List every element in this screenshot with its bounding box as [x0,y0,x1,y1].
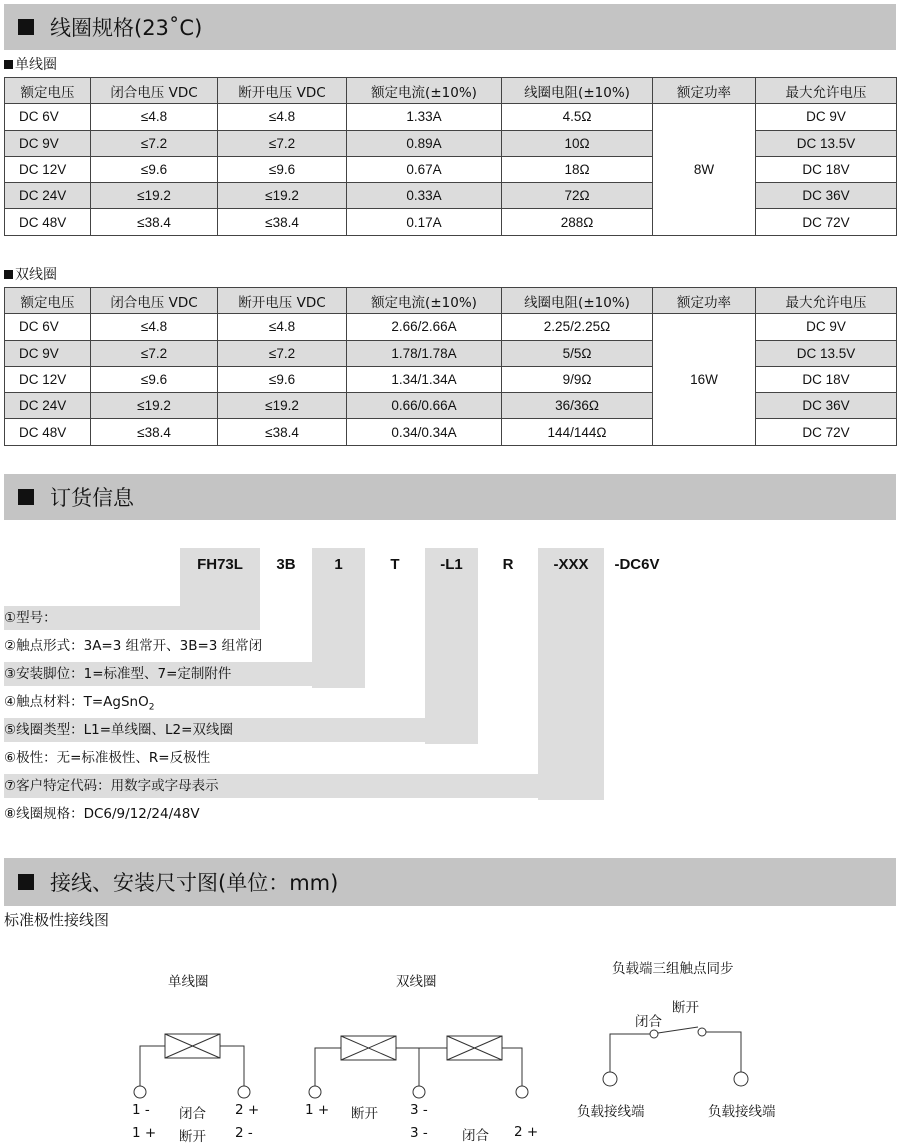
single-terminal-label: 1 - [132,1102,150,1118]
single-state-label: 断开 [179,1129,206,1145]
voltage-cell: DC 9V [5,340,91,366]
table-cell: 0.34/0.34A [347,419,502,445]
order-code-material: T [390,556,400,573]
contact-closed-label: 闭合 [635,1014,662,1030]
header-cell: 额定电流(±10%) [347,288,502,314]
header-cell: 线圈电阻(±10%) [502,288,653,314]
voltage-cell: DC 9V [5,130,91,156]
table-cell: 2.25/2.25Ω [502,314,653,340]
section-header-coil-spec [4,4,896,50]
voltage-cell: DC 6V [5,314,91,340]
table-cell: DC 13.5V [756,340,897,366]
voltage-cell: DC 48V [5,209,91,235]
table-cell: ≤19.2 [218,183,347,209]
table-cell: 36/36Ω [502,393,653,419]
header-cell: 额定功率 [653,78,756,104]
order-item-6: ⑥极性：无=标准极性、R=反极性 [4,750,211,766]
header-cell: 额定电流(±10%) [347,78,502,104]
table-row [5,104,897,130]
header-cell: 线圈电阻(±10%) [502,78,653,104]
table-cell: ≤38.4 [218,209,347,235]
header-cell: 额定功率 [653,288,756,314]
table-cell: DC 36V [756,393,897,419]
table-cell: 144/144Ω [502,419,653,445]
load-terminal-right-label: 负载接线端 [708,1104,776,1120]
square-bullet-icon [18,19,34,35]
single-coil-table [4,77,897,236]
section-title: 接线、安装尺寸图(单位：mm) [50,871,339,895]
table-cell: ≤38.4 [91,209,218,235]
code-column-7 [538,548,604,800]
section-title: 订货信息 [50,486,134,510]
voltage-cell: DC 6V [5,104,91,130]
table-cell: DC 9V [756,314,897,340]
header-cell: 额定电压 [5,288,91,314]
table-cell: 1.78/1.78A [347,340,502,366]
order-code-contact-form: 3B [276,556,296,573]
header-cell: 断开电压 VDC [218,78,347,104]
table-row [5,156,897,182]
table-cell: ≤4.8 [91,104,218,130]
section-header-wiring [4,858,896,906]
table-cell: ≤38.4 [218,419,347,445]
double-terminal-label: 1 + [305,1102,330,1118]
table-cell: 18Ω [502,156,653,182]
rated-power-cell: 8W [653,104,756,235]
table-cell: ≤7.2 [91,340,218,366]
order-item-3: ③安装脚位：1=标准型、7=定制附件 [4,662,365,686]
table-cell: 0.66/0.66A [347,393,502,419]
order-item-1: ①型号： [4,606,260,630]
table-cell: 72Ω [502,183,653,209]
table-cell: ≤9.6 [218,366,347,392]
order-item-5: ⑤线圈类型：L1=单线圈、L2=双线圈 [4,718,478,742]
contact-open-label: 断开 [672,1000,699,1016]
double-terminal-label: 2 + [514,1124,539,1140]
voltage-cell: DC 12V [5,366,91,392]
table-cell: ≤9.6 [91,156,218,182]
table-row [5,419,897,445]
table-cell: DC 18V [756,156,897,182]
table-header-row [5,288,897,314]
order-item-4: ④触点材料：T=AgSnO$_2$ [4,694,155,713]
square-bullet-icon [18,874,34,890]
order-code-customer: -XXX [553,556,589,573]
voltage-cell: DC 24V [5,393,91,419]
single-coil-label: 单线圈 [4,54,57,74]
table-cell: DC 18V [756,366,897,392]
order-code-coil-spec: -DC6V [614,556,660,573]
voltage-cell: DC 12V [5,156,91,182]
double-terminal-label: 3 - [410,1125,428,1141]
table-cell: ≤7.2 [218,340,347,366]
table-cell: 288Ω [502,209,653,235]
single-coil-diagram-title: 单线圈 [168,974,209,990]
section-header-ordering [4,474,896,520]
order-item-7: ⑦客户特定代码：用数字或字母表示 [4,774,604,798]
table-cell: 0.33A [347,183,502,209]
single-state-label: 闭合 [179,1106,206,1122]
header-cell: 闭合电压 VDC [91,78,218,104]
load-terminal-left-label: 负载接线端 [577,1104,645,1120]
square-bullet-icon [18,489,34,505]
table-cell: DC 9V [756,104,897,130]
double-coil-symbol [309,1036,528,1098]
table-row [5,209,897,235]
table-row [5,340,897,366]
table-row [5,366,897,392]
code-column-5 [425,548,478,744]
header-cell: 最大允许电压 [756,78,897,104]
table-row [5,130,897,156]
table-cell: ≤9.6 [218,156,347,182]
table-cell: ≤38.4 [91,419,218,445]
order-code-model: FH73L [197,556,243,573]
table-cell: 1.33A [347,104,502,130]
table-cell: ≤19.2 [218,393,347,419]
table-row [5,314,897,340]
table-cell: ≤7.2 [218,130,347,156]
double-terminal-label: 3 - [410,1102,428,1118]
table-cell: 1.34/1.34A [347,366,502,392]
standard-polarity-label: 标准极性接线图 [4,911,110,929]
table-cell: 5/5Ω [502,340,653,366]
table-cell: 2.66/2.66A [347,314,502,340]
order-code-mounting: 1 [334,556,343,573]
table-row [5,393,897,419]
single-terminal-label: 2 + [235,1102,260,1118]
header-cell: 额定电压 [5,78,91,104]
rated-power-cell: 16W [653,314,756,445]
square-bullet-icon [4,60,13,69]
table-cell: DC 72V [756,209,897,235]
double-coil-label: 双线圈 [4,264,57,284]
single-terminal-label: 2 - [235,1125,253,1141]
contact-diagram-title: 负载端三组触点同步 [612,961,734,977]
double-coil-table [4,287,897,446]
square-bullet-icon [4,270,13,279]
table-cell: 10Ω [502,130,653,156]
contact-switch-symbol [603,1027,748,1086]
table-cell: ≤19.2 [91,183,218,209]
table-cell: 0.89A [347,130,502,156]
table-cell: ≤4.8 [218,104,347,130]
order-code-polarity: R [502,556,514,573]
section-title: 线圈规格(23˚C) [50,16,203,40]
table-cell: DC 72V [756,419,897,445]
single-terminal-label: 1 + [132,1125,157,1141]
table-cell: ≤19.2 [91,393,218,419]
table-cell: 0.67A [347,156,502,182]
header-cell: 闭合电压 VDC [91,288,218,314]
single-coil-symbol [134,1034,250,1098]
table-cell: 0.17A [347,209,502,235]
table-cell: 4.5Ω [502,104,653,130]
header-cell: 最大允许电压 [756,288,897,314]
voltage-cell: DC 48V [5,419,91,445]
table-row [5,183,897,209]
double-coil-diagram-title: 双线圈 [396,974,437,990]
table-cell: ≤9.6 [91,366,218,392]
table-cell: ≤4.8 [91,314,218,340]
table-cell: 9/9Ω [502,366,653,392]
order-item-8: ⑧线圈规格：DC6/9/12/24/48V [4,806,200,822]
table-cell: ≤7.2 [91,130,218,156]
table-cell: DC 36V [756,183,897,209]
table-cell: DC 13.5V [756,130,897,156]
table-header-row [5,78,897,104]
header-cell: 断开电压 VDC [218,288,347,314]
order-code-coil-type: -L1 [440,556,463,573]
double-state-label: 闭合 [462,1128,489,1144]
voltage-cell: DC 24V [5,183,91,209]
order-item-2: ②触点形式：3A=3 组常开、3B=3 组常闭 [4,638,263,654]
double-state-label: 断开 [351,1106,378,1122]
table-cell: ≤4.8 [218,314,347,340]
